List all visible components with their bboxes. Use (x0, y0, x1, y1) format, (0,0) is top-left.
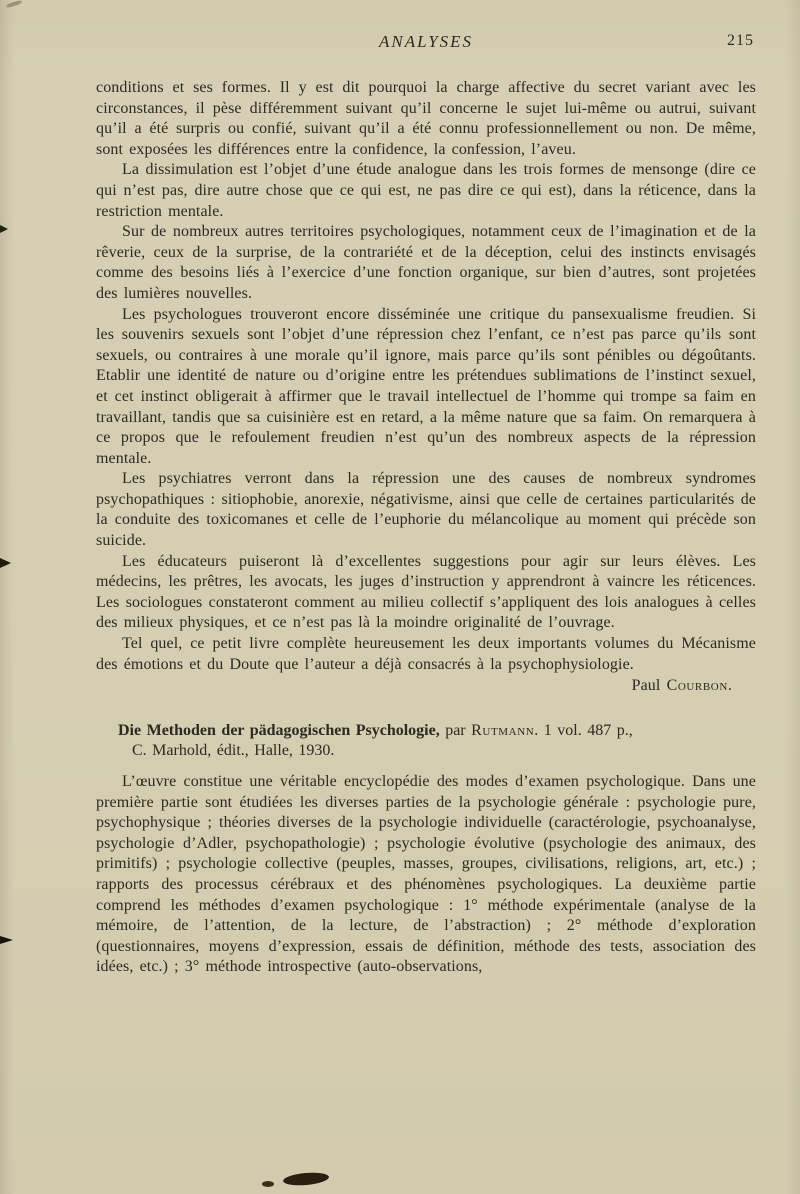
reviewer-signature (96, 676, 756, 697)
review-volume-info: . 1 vol. 487 p., (534, 721, 633, 739)
paragraph: conditions et ses formes. Il y est dit pourquoi la charge affective du secret variant avec les circonstances, il pèse différemment suivant qu’il concerne le sujet lui-même ou autrui, suivant qu’il a été surpris ou confié, suivant qu’il a été connu professionnellement ou non. De même, sont exposées les différences entre la confidence, la confession, l’aveu. (96, 79, 756, 158)
text-block (96, 32, 756, 978)
signature-first-name: Paul (631, 677, 667, 695)
scan-artifact-left-arrow-2 (0, 558, 11, 568)
scan-artifact-bottom-smudge (283, 1171, 330, 1187)
review-heading-line1 (96, 721, 756, 742)
review-author: Rutmann (471, 721, 535, 739)
page-edge-shadow-left (0, 0, 14, 1194)
paragraph: Les psychiatres verront dans la répression une des causes de nombreux syndromes psychopathiques : sitiophobie, anorexie, négativisme, ainsi que celle de certaines particularités de la conduite des toxicomanes et celle de l’euphorie du mélancolique au moment qui précède son suicide. (96, 470, 756, 550)
scan-artifact-left-arrow-1 (0, 225, 8, 233)
review-publisher-line: C. Marhold, édit., Halle, 1930. (132, 742, 335, 760)
page-edge-shadow-right (786, 0, 800, 1194)
paragraph: Tel quel, ce petit livre complète heureusement les deux importants volumes du Mécanisme des émotions et du Doute que l’auteur a déjà consacrés à la psychophysiologie. (96, 635, 756, 673)
scan-artifact-left-dash (0, 936, 13, 944)
review-heading (96, 721, 756, 762)
review-title: Die Methoden der pädagogischen Psychologie, (118, 721, 440, 739)
signature-last-name: Courbon (666, 677, 728, 695)
page-number: 215 (727, 32, 754, 49)
signature-period: . (727, 677, 732, 695)
paragraph: La dissimulation est l’objet d’une étude analogue dans les trois formes de mensonge (dire ce qui n’est pas, dire autre chose que ce qui est, ne pas dire ce qui est), dans la réticence, dans la restriction mentale. (96, 161, 756, 220)
paragraph: Les psychologues trouveront encore disséminée une critique du pansexualisme freudien. Si les souvenirs sexuels sont l’objet d’une répression chez l’enfant, ce n’est pas parce qu’ils sont sexuels, ou contraires à une morale qu’il ignore, mais parce qu’ils sont pénibles ou dégoûtants. Etablir une identité de nature ou d’origine entre les prétendues sublimations de l’instinct sexuel, et cet instinct obligerait à affirmer que le travail intellectuel de l’homme qui trompe sa faim en travaillant, tandis que sa cuisinière est en retard, a la même nature que sa faim. On remarquera à ce propos que le refoulement freudien n’est qu’un des nombreux aspects de la répression mentale. (96, 305, 756, 467)
review-byline: par (439, 721, 472, 739)
scan-artifact-bottom-smudge-small (262, 1181, 274, 1187)
running-title: ANALYSES (378, 32, 474, 51)
page-header (96, 32, 756, 54)
review-body (96, 78, 756, 978)
paragraph: L’œuvre constitue une véritable encyclopédie des modes d’examen psychologique. Dans une première partie sont étudiées les diverses parties de la psychologie générale : psychologie pure, psychophysique ; théories diverses de la psychologie individuelle (caractérologie, psychoanalyse, psychologie d’Adler, psychopathologie) ; psychologie évolutive (psychologie des animaux, des primitifs) ; psychologie collective (peuples, masses, groupes, civilisations, religions, art, etc.) ; rapports des processus cérébraux et des phénomènes psychologiques. La deuxième partie comprend les méthodes d’examen psychologique : 1° méthode expérimentale (analyse de la mémoire, de l’attention, de la lecture, de l’abstraction) ; 2° méthode d’exploration (questionnaires, moyens d’expression, essais de définition, méthode des tests, association des idées, etc.) ; 3° méthode introspective (auto-observations, (96, 773, 756, 976)
paragraph: Sur de nombreux autres territoires psychologiques, notamment ceux de l’imagination et de la rêverie, ceux de la surprise, de la contrariété et de la déception, celui des instincts envisagés comme des besoins liés à l’exercice d’une fonction organique, sur bien d’autres, sont projetées des lumières nouvelles. (96, 223, 756, 302)
paragraph: Les éducateurs puiseront là d’excellentes suggestions pour agir sur leurs élèves. Les médecins, les prêtres, les avocats, les juges d’instruction y apprendront à vaincre les réticences. Les sociologues constateront comment au milieu collectif s’appliquent des lois analogues à celles des milieux physiques, et ce n’est pas là la moindre originalité de l’ouvrage. (96, 552, 756, 632)
